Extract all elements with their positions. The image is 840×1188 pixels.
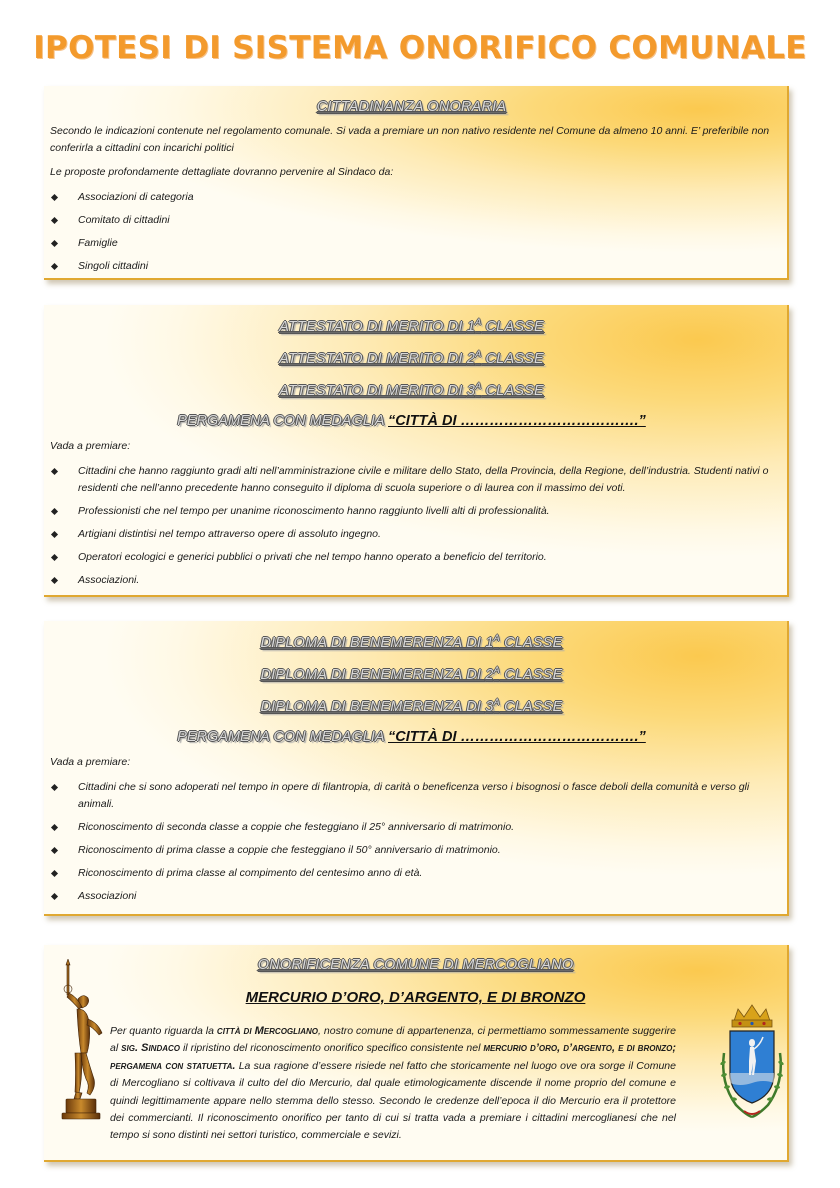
attestato-pergamena: PERGAMENA CON MEDAGLIA “CITTÀ DI ……………………………….” [177,413,646,429]
list-item: Comitato di cittadini [50,212,773,229]
diploma-heading-3: DIPLOMA DI BENEMERENZA DI $3^A$ CLASSE [260,697,563,715]
diamond-bullet-icon [51,554,58,561]
diploma-heading-1: DIPLOMA DI BENEMERENZA DI $1^A$ CLASSE [260,633,563,651]
diamond-bullet-icon [51,824,58,831]
diamond-bullet-icon [51,263,58,270]
list-item: Professionisti che nel tempo per unanime riconoscimento hanno raggiunto livelli alti di professionalità. [50,503,773,520]
diamond-bullet-icon [51,240,58,247]
cittadinanza-title: CITTADINANZA ONORARIA [316,99,507,115]
onorificenza-subtitle: MERCURIO D’ORO, D’ARGENTO, E DI BRONZO [245,989,586,1006]
diamond-bullet-icon [51,217,58,224]
list-item: Riconoscimento di seconda classe a coppie che festeggiano il 25° anniversario di matrimonio. [50,819,773,836]
list-item: Famiglie [50,235,773,252]
list-item: Artigiani distintisi nel tempo attraverso opere di assoluto ingegno. [50,526,773,543]
list-item: Associazioni. [50,572,773,589]
diploma-pergamena: PERGAMENA CON MEDAGLIA “CITTÀ DI ……………………………….” [177,729,646,745]
attestato-box [44,305,789,597]
attestato-heading-3: ATTESTATO DI MERITO DI $3^A$ CLASSE [279,381,544,399]
cittadinanza-proposals: Le proposte profondamente dettagliate dovranno pervenire al Sindaco da: [50,166,394,178]
list-item: Cittadini che si sono adoperati nel tempo in opere di filantropia, di carità o beneficenza verso i bisognosi o fasce deboli della comunità e verso gli animali. [50,779,773,813]
diamond-bullet-icon [51,577,58,584]
onorificenza-text: Per quanto riguarda la città di Mercogliano, nostro comune di appartenenza, ci permettiamo sommessamente suggerire al sig. Sindaco il ripristino del riconoscimento onorifico specifico consistente nel mercurio d’oro, d’argento, e di bronzo; pergamena con statuetta. La sua ragione d’essere risiede nel fatto che storicamente nel luogo ove ora sorge il Comune di Mercogliano si coltivava il culto del dio Mercurio, dal quale etimologicamente discende il nome proprio del comune e quindi legittimamente appare nello stemma dello stesso. Secondo le credenze dell’epoca il dio Mercurio era il protettore dei commercianti. Il riconoscimento onorifico per tanto di cui si tratta vada a premiare i cittadini mercoglianesi che nel tempo si sono distinti nei settori turistico, commerciale e sevizi. [110,1025,676,1142]
diamond-bullet-icon [51,870,58,877]
onorificenza-box [44,945,789,1162]
attestato-heading-2: ATTESTATO DI MERITO DI $2^A$ CLASSE [279,349,544,367]
mercogliano-crest-icon [710,1003,794,1121]
attestato-premiare: Vada a premiare: [50,440,131,452]
attestato-heading-1: ATTESTATO DI MERITO DI $1^A$ CLASSE [279,317,544,335]
cittadinanza-box [44,86,789,280]
diamond-bullet-icon [51,531,58,538]
page-title: IPOTESI DI SISTEMA ONORIFICO COMUNALE [33,30,807,66]
diamond-bullet-icon [51,847,58,854]
diploma-box [44,621,789,916]
list-item: Associazioni di categoria [50,189,773,206]
list-item: Riconoscimento di prima classe a coppie che festeggiano il 50° anniversario di matrimonio. [50,842,773,859]
cittadinanza-list [50,189,773,275]
diploma-list [50,779,773,905]
cittadinanza-intro: Secondo le indicazioni contenute nel regolamento comunale. Si vada a premiare un non nativo residente nel Comune da almeno 10 anni. E’ preferibile non conferirla a cittadini con incarichi politici [50,125,770,154]
diamond-bullet-icon [51,893,58,900]
diploma-premiare: Vada a premiare: [50,756,131,768]
diamond-bullet-icon [51,784,58,791]
diamond-bullet-icon [51,468,58,475]
list-item: Associazioni [50,888,773,905]
list-item: Riconoscimento di prima classe al compimento del centesimo anno di età. [50,865,773,882]
diamond-bullet-icon [51,508,58,515]
diploma-heading-2: DIPLOMA DI BENEMERENZA DI $2^A$ CLASSE [260,665,563,683]
mercury-statue-icon [52,959,110,1139]
list-item: Cittadini che hanno raggiunto gradi alti nell’amministrazione civile e militare dello Stato, della Provincia, della Regione, dell’industria. Studenti nativi o residenti che nell’anno precedente hanno conseguito il diploma di scuola superiore o di laurea con il massimo dei voti. [50,463,773,497]
attestato-list [50,463,773,589]
list-item: Singoli cittadini [50,258,773,275]
onorificenza-title: ONORIFICENZA COMUNE DI MERCOGLIANO [257,957,574,973]
diamond-bullet-icon [51,194,58,201]
list-item: Operatori ecologici e generici pubblici o privati che nel tempo hanno operato a beneficio del territorio. [50,549,773,566]
